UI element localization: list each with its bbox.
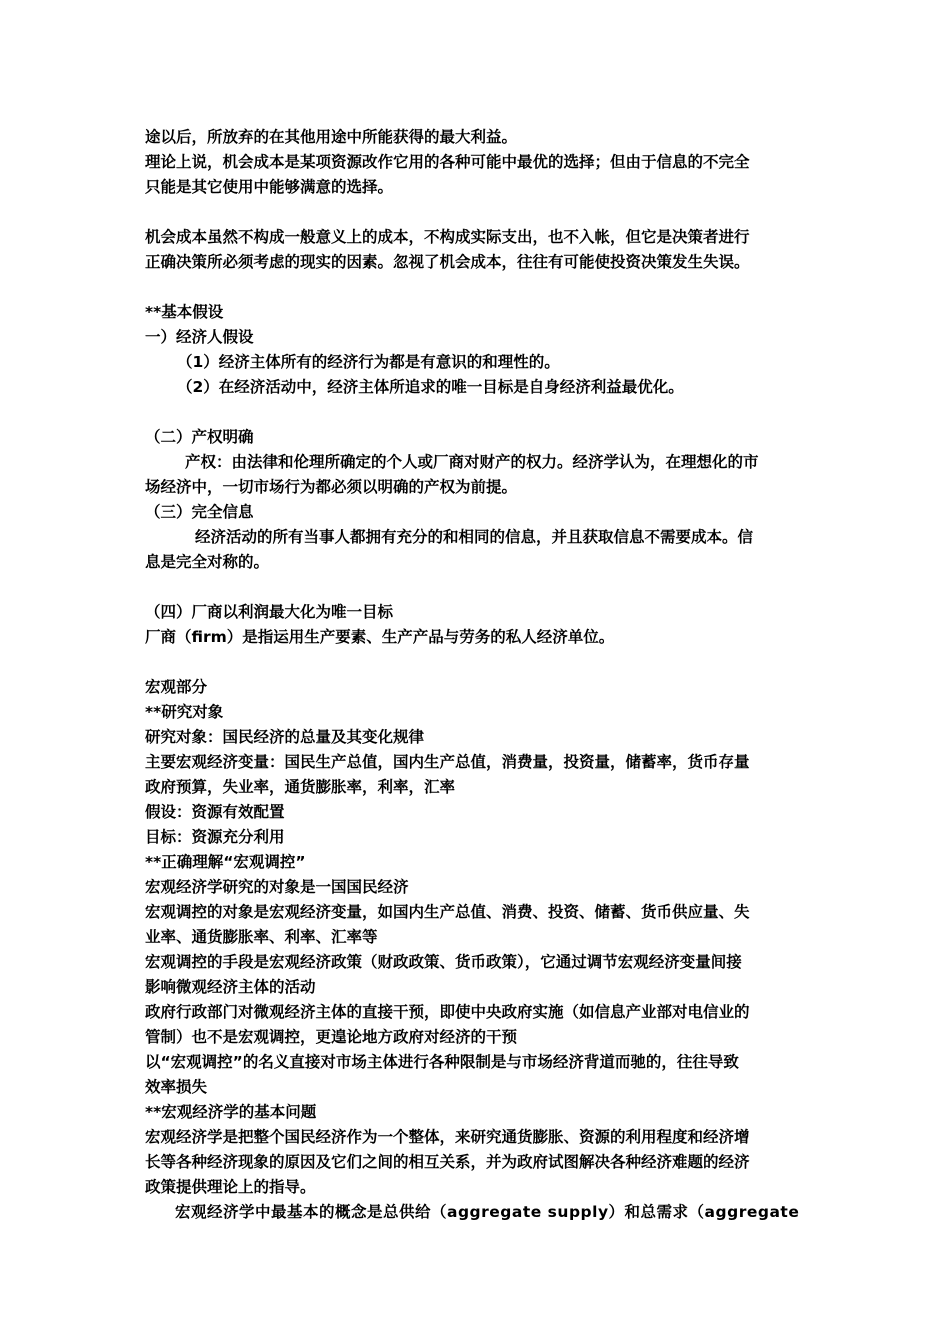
- document-page: [145, 0, 815, 1344]
- paragraph-line: 产权：由法律和伦理所确定的个人或厂商对财产的权力。经济学认为，在理想化的市: [185, 453, 759, 471]
- list-item: （2）在经济活动中，经济主体所追求的唯一目标是自身经济利益最优化。: [177, 378, 684, 396]
- paragraph-line: 研究对象：国民经济的总量及其变化规律: [145, 728, 425, 746]
- paragraph-line: 以“宏观调控”的名义直接对市场主体进行各种限制是与市场经济背道而驰的，往往导致: [145, 1053, 739, 1071]
- section-heading: **研究对象: [145, 703, 224, 721]
- paragraph-line: 假设：资源有效配置: [145, 803, 285, 821]
- paragraph-line: 途以后，所放弃的在其他用途中所能获得的最大利益。: [145, 128, 518, 146]
- subsection-heading: （三）完全信息: [145, 503, 254, 521]
- paragraph-line: 息是完全对称的。: [145, 553, 270, 571]
- paragraph-line: 政府行政部门对微观经济主体的直接干预，即使中央政府实施（如信息产业部对电信业的: [145, 1003, 750, 1021]
- paragraph-line: 宏观经济学研究的对象是一国国民经济: [145, 878, 409, 896]
- section-heading: **宏观经济学的基本问题: [145, 1103, 317, 1121]
- subsection-heading: （四）厂商以利润最大化为唯一目标: [145, 603, 394, 621]
- paragraph-line: 政府预算，失业率，通货膨胀率，利率，汇率: [145, 778, 456, 796]
- paragraph-line: 主要宏观经济变量：国民生产总值，国内生产总值，消费量，投资量，储蓄率，货币存量: [145, 753, 750, 771]
- paragraph-line: 长等各种经济现象的原因及它们之间的相互关系，并为政府试图解决各种经济难题的经济: [145, 1153, 750, 1171]
- subsection-heading: 一）经济人假设: [145, 328, 254, 346]
- paragraph-line: 经济活动的所有当事人都拥有充分的和相同的信息，并且获取信息不需要成本。信: [195, 528, 754, 546]
- paragraph-line: 业率、通货膨胀率、利率、汇率等: [145, 928, 378, 946]
- part-heading: 宏观部分: [145, 678, 208, 696]
- section-heading: **基本假设: [145, 303, 224, 321]
- paragraph-line: 宏观调控的对象是宏观经济变量，如国内生产总值、消费、投资、储蓄、货币供应量、失: [145, 903, 750, 921]
- list-item: （1）经济主体所有的经济行为都是有意识的和理性的。: [177, 353, 560, 371]
- paragraph-line: 只能是其它使用中能够满意的选择。: [145, 178, 394, 196]
- section-heading: **正确理解“宏观调控”: [145, 853, 306, 871]
- paragraph-line: 宏观调控的手段是宏观经济政策（财政政策、货币政策），它通过调节宏观经济变量间接: [145, 953, 742, 971]
- subsection-heading: （二）产权明确: [145, 428, 254, 446]
- paragraph-line: 正确决策所必须考虑的现实的因素。忽视了机会成本，往往有可能使投资决策发生失误。: [145, 253, 750, 271]
- paragraph-line: 效率损失: [145, 1078, 208, 1096]
- paragraph-line: 宏观经济学中最基本的概念是总供给（aggregate supply）和总需求（aggregate: [175, 1203, 800, 1221]
- paragraph-line: 宏观经济学是把整个国民经济作为一个整体，来研究通货膨胀、资源的利用程度和经济增: [145, 1128, 750, 1146]
- paragraph-line: 理论上说，机会成本是某项资源改作它用的各种可能中最优的选择；但由于信息的不完全: [145, 153, 750, 171]
- paragraph-line: 目标：资源充分利用: [145, 828, 285, 846]
- paragraph-line: 厂商（firm）是指运用生产要素、生产产品与劳务的私人经济单位。: [145, 628, 615, 646]
- paragraph-line: 政策提供理论上的指导。: [145, 1178, 316, 1196]
- paragraph-line: 影响微观经济主体的活动: [145, 978, 316, 996]
- paragraph-line: 场经济中，一切市场行为都必须以明确的产权为前提。: [145, 478, 518, 496]
- paragraph-line: 管制）也不是宏观调控，更遑论地方政府对经济的干预: [145, 1028, 518, 1046]
- paragraph-line: 机会成本虽然不构成一般意义上的成本，不构成实际支出，也不入帐，但它是决策者进行: [145, 228, 750, 246]
